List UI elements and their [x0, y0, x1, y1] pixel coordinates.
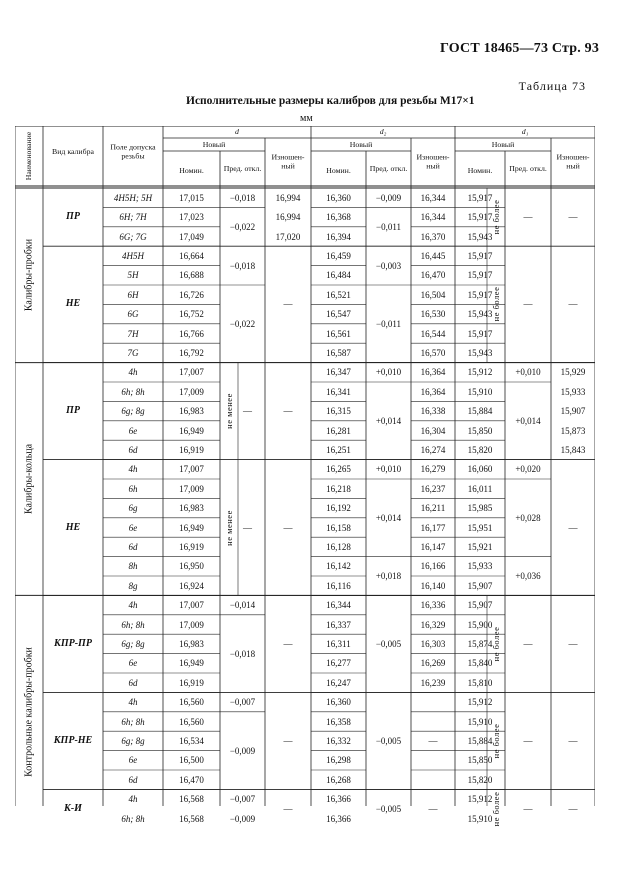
- d-dev-4: −0,014: [229, 600, 256, 611]
- d-dev-5: −0,018: [229, 648, 256, 659]
- row-d2-iznosh-9: 16,364: [420, 367, 446, 378]
- ne-menee-1: не менее: [224, 509, 234, 546]
- row-pole-9: 4h: [128, 367, 138, 378]
- row-d2-nomin-11: 16,315: [326, 406, 351, 417]
- row-d-nomin-26: 16,560: [179, 697, 204, 708]
- row-d-iznosh-1: 16,994: [275, 212, 301, 223]
- row-pole-32: 6h; 8h: [121, 813, 145, 824]
- row-d2-nomin-28: 16,332: [326, 735, 351, 746]
- row-d2-iznosh-13: 16,274: [420, 444, 446, 455]
- col-d: d: [235, 126, 239, 136]
- ne-bolee-1: не более: [491, 287, 501, 322]
- col-nomin-0: Номин.: [179, 165, 204, 175]
- row-d2-nomin-18: 16,128: [326, 541, 351, 552]
- row-d-nomin-28: 16,534: [179, 735, 204, 746]
- row-d1-nomin-1: 15,917: [467, 212, 493, 223]
- row-d2-iznosh-1: 16,344: [420, 212, 446, 223]
- row-d1-nomin-11: 15,884: [467, 406, 493, 417]
- col-pred-2: Пред. откл.: [509, 163, 547, 173]
- row-d1-nomin-14: 16,060: [467, 464, 493, 475]
- kind-label-1: НЕ: [65, 298, 81, 310]
- row-d2-iznosh-3: 16,445: [420, 250, 446, 261]
- kind-label-2: ПР: [66, 405, 80, 417]
- col-nomin-1: Номин.: [326, 165, 351, 175]
- row-d2-iznosh-12: 16,304: [420, 425, 446, 436]
- d1-dev-2: +0,020: [515, 464, 541, 475]
- dash-6: —: [283, 406, 293, 417]
- row-d-nomin-23: 16,983: [179, 638, 204, 649]
- row-d1-nomin-17: 15,951: [467, 522, 493, 533]
- row-d2-nomin-7: 16,561: [326, 328, 351, 339]
- group-label-0: Калибры-пробки: [23, 239, 35, 312]
- row-d1-nomin-15: 16,011: [467, 483, 493, 494]
- row-d-nomin-5: 16,726: [179, 289, 204, 300]
- row-d1-nomin-5: 15,917: [467, 289, 493, 300]
- row-pole-21: 4h: [128, 600, 138, 611]
- row-d2-iznosh-19: 16,166: [420, 561, 446, 572]
- row-pole-4: 5H: [127, 270, 139, 281]
- d-dev-7: −0,009: [229, 745, 256, 756]
- row-d2-iznosh-10: 16,364: [420, 386, 446, 397]
- dash-0: —: [523, 212, 533, 223]
- row-d2-iznosh-16: 16,211: [420, 503, 446, 514]
- row-d2-iznosh-4: 16,470: [420, 270, 446, 281]
- row-d-nomin-16: 16,983: [179, 503, 204, 514]
- col-nomin-2: Номин.: [467, 165, 493, 175]
- row-d1-nomin-25: 15,810: [467, 677, 493, 688]
- d-dev-8: −0,007: [229, 794, 256, 805]
- row-d-iznosh-0: 16,994: [275, 192, 301, 203]
- row-d2-nomin-5: 16,521: [326, 289, 351, 300]
- row-d-nomin-14: 17,007: [179, 464, 204, 475]
- row-d-nomin-30: 16,470: [179, 774, 204, 785]
- row-d1-nomin-24: 15,840: [467, 658, 493, 669]
- ne-bolee-2: не более: [491, 626, 501, 662]
- row-pole-28: 6g; 8g: [121, 735, 145, 746]
- group-label-2: Контрольные калибры-пробки: [23, 646, 35, 777]
- row-d2-iznosh-20: 16,140: [420, 580, 446, 591]
- row-d1-iznosh-9: 15,929: [560, 367, 586, 378]
- d2-dev-5: +0,014: [375, 415, 402, 426]
- row-d-nomin-32: 16,568: [179, 813, 204, 824]
- kind-label-6: К-И: [64, 802, 82, 814]
- row-d2-iznosh-24: 16,269: [420, 658, 446, 669]
- dash-10: —: [283, 638, 293, 649]
- col-novyj-0: Новый: [202, 139, 226, 149]
- dash-9: —: [568, 522, 578, 533]
- d2-dev-11: −0,005: [375, 803, 402, 814]
- group-label-1: Калибры-кольца: [23, 443, 35, 515]
- dash-14: —: [428, 735, 438, 746]
- row-d1-nomin-20: 15,907: [467, 580, 493, 591]
- kind-label-3: НЕ: [65, 521, 81, 533]
- row-pole-3: 4H5H: [122, 250, 144, 261]
- row-d-nomin-11: 16,983: [179, 406, 204, 417]
- row-pole-11: 6g; 8g: [121, 406, 145, 417]
- row-d1-nomin-21: 15,907: [467, 600, 493, 611]
- row-d2-nomin-12: 16,281: [326, 425, 351, 436]
- row-d-nomin-12: 16,949: [179, 425, 204, 436]
- row-d1-nomin-2: 15,943: [467, 231, 493, 242]
- row-d-nomin-25: 16,919: [179, 677, 204, 688]
- row-d2-iznosh-8: 16,570: [420, 347, 446, 358]
- row-d1-iznosh-11: 15,907: [560, 406, 586, 417]
- table-title: Исполнительные размеры калибров для резьбы M17×1: [186, 95, 475, 107]
- col-iznosh-0: Изношен- ный: [271, 152, 305, 170]
- dash-17: —: [283, 803, 293, 814]
- ne-bolee-0: не более: [491, 199, 501, 235]
- row-d2-iznosh-18: 16,147: [420, 541, 446, 552]
- row-d2-nomin-16: 16,192: [326, 503, 351, 514]
- row-d-nomin-22: 17,009: [179, 619, 204, 630]
- row-d2-nomin-13: 16,251: [326, 444, 351, 455]
- d2-dev-3: −0,011: [376, 318, 401, 329]
- row-d2-nomin-30: 16,268: [326, 774, 351, 785]
- row-pole-26: 4h: [128, 697, 138, 708]
- row-pole-20: 8g: [128, 580, 138, 591]
- row-pole-30: 6d: [128, 774, 138, 785]
- dash-12: —: [568, 638, 578, 649]
- row-d2-nomin-25: 16,247: [326, 677, 351, 688]
- row-pole-13: 6d: [128, 444, 138, 455]
- row-d2-nomin-14: 16,265: [326, 464, 351, 475]
- row-d2-nomin-4: 16,484: [326, 270, 351, 281]
- col-iznosh-2: Изношен- ный: [556, 152, 590, 170]
- row-d1-nomin-3: 15,917: [467, 250, 493, 261]
- calibre-table: [15, 126, 595, 827]
- row-d2-iznosh-0: 16,344: [420, 192, 446, 203]
- row-d1-nomin-32: 15,910: [467, 813, 493, 824]
- row-d2-iznosh-14: 16,279: [420, 464, 446, 475]
- row-d-nomin-3: 16,664: [179, 250, 204, 261]
- row-pole-24: 6e: [128, 658, 138, 669]
- row-d-nomin-18: 16,919: [179, 541, 204, 552]
- row-d1-nomin-13: 15,820: [467, 444, 493, 455]
- dash-1: —: [568, 212, 578, 223]
- row-pole-5: 6H: [127, 289, 139, 300]
- d1-dev-4: +0,036: [515, 571, 541, 581]
- row-d2-nomin-2: 16,394: [326, 231, 351, 242]
- row-d1-nomin-10: 15,910: [467, 386, 493, 397]
- row-d-iznosh-2: 17,020: [275, 231, 301, 242]
- row-d2-nomin-21: 16,344: [326, 600, 351, 611]
- row-d1-nomin-30: 15,820: [467, 774, 493, 785]
- dash-16: —: [568, 735, 578, 746]
- d2-dev-0: −0,009: [375, 192, 402, 203]
- row-d1-iznosh-13: 15,843: [560, 444, 586, 455]
- row-d-nomin-4: 16,688: [179, 270, 204, 281]
- row-d2-nomin-0: 16,360: [326, 192, 351, 203]
- col-novyj-2: Новый: [491, 139, 515, 149]
- dash-8: —: [283, 522, 293, 533]
- row-d-nomin-6: 16,752: [179, 309, 204, 320]
- page-header: ГОСТ 18465—73 Стр. 93: [440, 41, 600, 56]
- table-grid: [15, 126, 595, 806]
- d2-dev-4: +0,010: [375, 367, 402, 378]
- col-novyj-1: Новый: [349, 139, 373, 149]
- row-d2-iznosh-11: 16,338: [420, 406, 446, 417]
- row-d1-nomin-0: 15,917: [467, 192, 493, 203]
- col-pred-0: Пред. откл.: [223, 163, 262, 173]
- row-d2-iznosh-23: 16,303: [420, 638, 446, 649]
- ne-menee-0: не менее: [224, 393, 234, 429]
- dash-4: —: [568, 299, 578, 310]
- d-dev-3: −0,022: [229, 318, 256, 329]
- d-dev-1: −0,022: [229, 221, 256, 232]
- ne-bolee-4: не более: [491, 723, 501, 759]
- row-d2-iznosh-15: 16,237: [420, 483, 446, 494]
- row-pole-25: 6d: [128, 677, 138, 688]
- row-d1-nomin-31: 15,912: [467, 794, 493, 805]
- row-d-nomin-7: 16,766: [179, 328, 204, 339]
- row-d2-nomin-29: 16,298: [326, 755, 351, 766]
- row-d-nomin-17: 16,949: [179, 522, 204, 533]
- dash-5: —: [243, 406, 252, 417]
- dash-15: —: [523, 735, 533, 746]
- col-vid: Вид калибра: [52, 146, 94, 156]
- row-d2-iznosh-2: 16,370: [420, 231, 446, 242]
- row-d2-nomin-24: 16,277: [326, 658, 351, 669]
- row-pole-16: 6g: [128, 503, 138, 514]
- row-pole-23: 6g; 8g: [121, 638, 145, 649]
- row-pole-31: 4h: [128, 794, 138, 805]
- d2-dev-2: −0,003: [375, 260, 402, 271]
- row-d1-iznosh-12: 15,873: [560, 425, 586, 436]
- d1-dev-3: +0,028: [515, 512, 541, 523]
- row-d2-nomin-1: 16,368: [326, 212, 351, 223]
- row-d-nomin-1: 17,023: [179, 212, 204, 223]
- row-d2-nomin-23: 16,311: [326, 638, 351, 649]
- dash-2: —: [283, 299, 293, 310]
- row-d1-nomin-18: 15,921: [467, 541, 493, 552]
- d2-dev-6: +0,010: [375, 464, 402, 475]
- row-pole-2: 6G; 7G: [119, 231, 147, 242]
- row-d2-nomin-3: 16,459: [326, 250, 351, 261]
- d1-dev-0: +0,010: [515, 367, 541, 378]
- row-pole-0: 4H5H; 5H: [113, 192, 153, 203]
- row-d2-nomin-20: 16,116: [326, 580, 351, 591]
- row-d1-nomin-28: 15,884: [467, 735, 493, 746]
- kind-label-0: ПР: [66, 211, 80, 223]
- row-d1-iznosh-10: 15,933: [560, 386, 586, 397]
- row-d2-iznosh-7: 16,544: [420, 328, 446, 339]
- row-d-nomin-0: 17,015: [179, 192, 204, 203]
- row-pole-6: 6G: [127, 309, 139, 320]
- d-dev-0: −0,018: [229, 192, 256, 203]
- table-number: Таблица 73: [518, 79, 586, 93]
- row-d-nomin-13: 16,919: [179, 444, 204, 455]
- row-d2-nomin-10: 16,341: [326, 386, 351, 397]
- d-dev-9: −0,009: [229, 813, 256, 824]
- row-d2-iznosh-22: 16,329: [420, 619, 446, 630]
- row-pole-12: 6e: [128, 425, 138, 436]
- row-d1-nomin-22: 15,900: [467, 619, 493, 630]
- row-d1-nomin-29: 15,850: [467, 755, 493, 766]
- row-d2-nomin-32: 16,366: [326, 813, 351, 824]
- row-d-nomin-19: 16,950: [179, 561, 204, 572]
- row-d2-nomin-8: 16,587: [326, 347, 351, 358]
- row-pole-18: 6d: [128, 541, 138, 552]
- col-pole: Поле допуска резьбы: [110, 142, 156, 160]
- row-d-nomin-24: 16,949: [179, 658, 204, 669]
- d2-dev-8: +0,018: [375, 571, 402, 581]
- dash-11: —: [523, 638, 533, 649]
- d1-dev-1: +0,014: [515, 415, 541, 426]
- row-d2-iznosh-17: 16,177: [420, 522, 446, 533]
- row-d2-nomin-17: 16,158: [326, 522, 351, 533]
- dash-19: —: [523, 803, 533, 814]
- row-pole-7: 7H: [127, 328, 139, 339]
- col-d1: d₁: [521, 126, 529, 136]
- row-d1-nomin-9: 15,912: [467, 367, 493, 378]
- col-iznosh-1: Изношен- ный: [416, 152, 450, 170]
- row-d-nomin-9: 17,007: [179, 367, 204, 378]
- row-d1-nomin-12: 15,850: [467, 425, 493, 436]
- row-d2-iznosh-6: 16,530: [420, 309, 446, 320]
- row-d1-nomin-6: 15,943: [467, 309, 493, 320]
- row-d-nomin-27: 16,560: [179, 716, 204, 727]
- row-d1-nomin-16: 15,985: [467, 503, 493, 514]
- row-d2-iznosh-21: 16,336: [420, 600, 446, 611]
- row-pole-1: 6H; 7H: [119, 212, 147, 223]
- d2-dev-10: −0,005: [375, 735, 402, 746]
- dash-20: —: [568, 803, 578, 814]
- dash-18: —: [428, 803, 438, 814]
- row-d1-nomin-26: 15,912: [467, 697, 493, 708]
- row-d-nomin-21: 17,007: [179, 600, 204, 611]
- row-d2-iznosh-5: 16,504: [420, 289, 446, 300]
- row-d-nomin-2: 17,049: [179, 231, 204, 242]
- ne-bolee-3: не более: [491, 791, 501, 827]
- row-d-nomin-10: 17,009: [179, 386, 204, 397]
- d-dev-2: −0,018: [229, 260, 256, 271]
- kind-label-5: КПР-НЕ: [53, 734, 93, 746]
- d2-dev-1: −0,011: [376, 221, 401, 232]
- row-d2-nomin-15: 16,218: [326, 483, 351, 494]
- row-d-nomin-8: 16,792: [179, 347, 204, 358]
- row-d2-iznosh-25: 16,239: [420, 677, 446, 688]
- row-d-nomin-29: 16,500: [179, 755, 204, 766]
- row-d2-nomin-27: 16,358: [326, 716, 351, 727]
- row-d-nomin-20: 16,924: [179, 580, 204, 591]
- row-d1-nomin-4: 15,917: [467, 270, 493, 281]
- row-pole-15: 6h: [128, 483, 138, 494]
- col-pred-1: Пред. откл.: [369, 163, 408, 173]
- d-dev-6: −0,007: [229, 697, 256, 708]
- row-d1-nomin-23: 15,874: [467, 638, 493, 649]
- table-unit: мм: [300, 113, 313, 124]
- dash-13: —: [283, 735, 293, 746]
- d2-dev-7: +0,014: [375, 512, 402, 523]
- row-d2-nomin-22: 16,337: [326, 619, 351, 630]
- dash-3: —: [523, 299, 533, 310]
- col-d2: d₂: [379, 126, 387, 136]
- row-pole-10: 6h; 8h: [121, 386, 145, 397]
- dash-7: —: [243, 522, 252, 533]
- col-naimen: Наименование: [23, 131, 33, 181]
- row-pole-27: 6h; 8h: [121, 716, 145, 727]
- row-pole-17: 6e: [128, 522, 138, 533]
- row-pole-29: 6e: [128, 755, 138, 766]
- row-d2-nomin-9: 16,347: [326, 367, 351, 378]
- row-pole-14: 4h: [128, 464, 138, 475]
- row-d1-nomin-7: 15,917: [467, 328, 493, 339]
- row-d2-nomin-6: 16,547: [326, 309, 351, 320]
- row-d2-nomin-19: 16,142: [326, 561, 351, 572]
- kind-label-4: КПР-ПР: [54, 637, 92, 649]
- row-d1-nomin-8: 15,943: [467, 347, 493, 358]
- row-d-nomin-15: 17,009: [179, 483, 204, 494]
- d2-dev-9: −0,005: [375, 638, 402, 649]
- row-pole-8: 7G: [127, 347, 139, 358]
- row-pole-22: 6h; 8h: [121, 619, 145, 630]
- row-d-nomin-31: 16,568: [179, 794, 204, 805]
- row-pole-19: 8h: [128, 561, 138, 572]
- row-d1-nomin-27: 15,910: [467, 716, 493, 727]
- row-d2-nomin-31: 16,366: [326, 794, 351, 805]
- row-d1-nomin-19: 15,933: [467, 561, 493, 572]
- row-d2-nomin-26: 16,360: [326, 697, 351, 708]
